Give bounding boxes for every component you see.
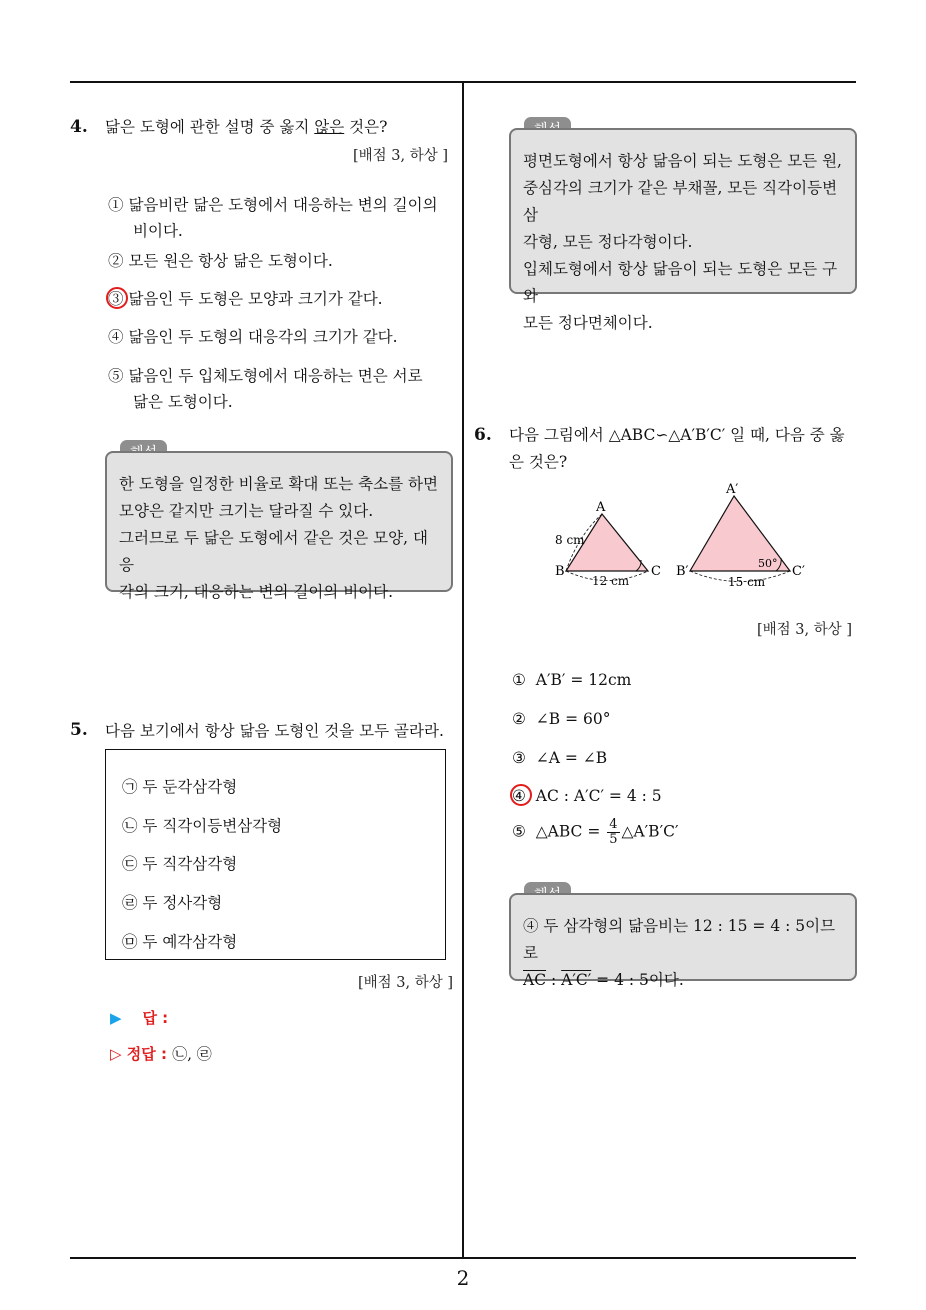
q6-option-1[interactable] — [512, 667, 631, 693]
q5-number: 5. — [70, 720, 88, 740]
q4-option-5-text2: 닮은 도형이다. — [133, 393, 233, 411]
q5-correct-line — [110, 1043, 212, 1064]
q6-option-3-text: ∠A = ∠B — [535, 749, 608, 767]
q6-number: 6. — [474, 425, 492, 445]
q6-solution-box — [509, 893, 857, 989]
t2-side-bc: 15 cm — [728, 575, 766, 589]
q5-bogi-item-2: ㉡ 두 직각이등변삼각형 — [122, 817, 283, 835]
t2-angle-c: 50° — [758, 557, 778, 570]
q6-solution-colon: : — [546, 971, 562, 989]
q5-correct-marker-icon: ▷ — [110, 1045, 122, 1063]
q6-solution-line-1: ④ 두 삼각형의 닮음비는 12 : 15 = 4 : 5이므로 — [523, 917, 836, 962]
q4-text — [105, 114, 387, 141]
q4-option-4-text: 닮음인 두 도형의 대응각의 크기가 같다. — [128, 328, 398, 346]
q6-option-2-marker: ② — [512, 710, 526, 728]
q5-answer-line — [110, 1007, 168, 1028]
t1-side-bc: 12 cm — [592, 574, 630, 588]
q6-option-3[interactable] — [512, 745, 607, 771]
q5-answer-label: 답 : — [142, 1009, 169, 1027]
q4-option-3[interactable] — [108, 286, 383, 312]
q6-meta: [배점 3, 하상 ] — [756, 622, 852, 638]
q6-solution-a-prime-c-prime: A′C′ — [561, 971, 592, 989]
q6-option-5[interactable] — [512, 818, 678, 847]
q4-option-5-text: 닮음인 두 입체도형에서 대응하는 면은 서로 — [128, 367, 423, 385]
q5-solution-line-3: 각형, 모든 정다각형이다. — [523, 233, 693, 251]
q4-text-underlined: 않은 — [314, 118, 345, 136]
q4-option-1-text2: 비이다. — [133, 222, 183, 240]
q6-option-5-fraction — [607, 818, 619, 847]
q5-bogi-item-1: ㉠ 두 둔각삼각형 — [122, 778, 238, 796]
q5-bogi-item-5: ㉤ 두 예각삼각형 — [122, 933, 238, 951]
q4-solution-line-4: 각의 크기, 대응하는 변의 길이의 비이다. — [119, 583, 394, 601]
q6-solution-ratio: = 4 : 5이다. — [591, 971, 684, 989]
t2-label-c: C′ — [792, 564, 805, 579]
q5-text: 다음 보기에서 항상 닮음 도형인 것을 모두 골라라. — [105, 722, 444, 740]
q6-option-4-text: AC : A′C′ = 4 : 5 — [535, 787, 662, 805]
q4-option-4[interactable] — [108, 324, 398, 350]
q6-solution-ac: $\overline{AC}$ — [523, 971, 547, 989]
q6-option-4[interactable] — [512, 783, 662, 809]
q6-option-1-marker: ① — [512, 671, 526, 689]
t2-label-a: A′ — [726, 482, 739, 497]
q4-option-2-marker: ② — [108, 252, 124, 270]
q6-text-line-1: 다음 그림에서 △ABC∽△A′B′C′ 일 때, 다음 중 옳 — [509, 426, 845, 444]
t1-label-a: A — [596, 500, 606, 515]
q4-option-5-marker: ⑤ — [108, 367, 124, 385]
q4-solution-line-1: 한 도형을 일정한 비율로 확대 또는 축소를 하면 — [119, 475, 438, 493]
q4-option-1[interactable] — [108, 192, 438, 218]
q5-solution-line-5: 모든 정다면체이다. — [523, 314, 653, 332]
q5-solution-line-1: 평면도형에서 항상 닮음이 되는 도형은 모든 원, — [523, 152, 842, 170]
q5-solution-box — [509, 128, 857, 332]
q6-triangle-figure — [540, 478, 830, 593]
q4-option-3-marker: ③ — [108, 290, 124, 308]
q5-answer-marker-icon: ▶ — [110, 1009, 122, 1027]
t1-label-c: C — [651, 564, 661, 579]
t1-label-b: B — [555, 564, 565, 579]
q5-correct-label: 정답 : — [126, 1045, 167, 1063]
q6-text-line-2: 은 것은? — [509, 453, 568, 471]
page-number: 2 — [456, 1266, 470, 1290]
q4-text-after: 것은? — [344, 118, 388, 136]
q5-bogi-item-4: ㉣ 두 정사각형 — [122, 894, 223, 912]
q4-solution-box — [105, 451, 453, 601]
q6-option-5-marker: ⑤ — [512, 822, 526, 841]
q4-option-1-marker: ① — [108, 196, 124, 214]
q6-option-2[interactable] — [512, 706, 610, 732]
q6-option-2-text: ∠B = 60° — [535, 710, 611, 728]
q4-option-5[interactable] — [108, 363, 423, 389]
q5-bogi-item-3: ㉢ 두 직각삼각형 — [122, 855, 238, 873]
q5-solution-line-2: 중심각의 크기가 같은 부채꼴, 모든 직각이등변삼 — [523, 179, 838, 224]
q4-option-1-text: 닮음비란 닮은 도형에서 대응하는 변의 길이의 — [128, 196, 438, 214]
q5-meta: [배점 3, 하상 ] — [357, 975, 453, 991]
q6-option-5-frac-num: 4 — [609, 817, 618, 832]
q6-option-3-marker: ③ — [512, 749, 526, 767]
bottom-rule — [70, 1257, 856, 1259]
q6-option-5-text-post: △A′B′C′ — [621, 822, 679, 841]
q4-option-2[interactable] — [108, 248, 333, 274]
q4-meta: [배점 3, 하상 ] — [352, 148, 448, 164]
t2-label-b: B′ — [676, 564, 689, 579]
q4-text-before: 닮은 도형에 관한 설명 중 옳지 — [105, 118, 315, 136]
q6-solution-line-2 — [523, 967, 843, 994]
q6-option-1-text: A′B′ = 12cm — [535, 671, 632, 689]
q5-solution-line-4: 입체도형에서 항상 닮음이 되는 도형은 모든 구와 — [523, 260, 838, 305]
q4-option-4-marker: ④ — [108, 328, 124, 346]
t1-side-ab: 8 cm — [555, 533, 585, 547]
q6-option-5-text-pre: △ABC = — [535, 822, 606, 841]
q4-option-2-text: 모든 원은 항상 닮은 도형이다. — [128, 252, 333, 270]
q5-correct-value: ㉡, ㉣ — [172, 1045, 212, 1063]
q4-number: 4. — [70, 117, 88, 137]
q6-option-5-frac-den: 5 — [609, 832, 618, 847]
column-divider — [462, 82, 464, 1258]
q6-option-4-marker: ④ — [512, 787, 526, 805]
q4-solution-line-2: 모양은 같지만 크기는 달라질 수 있다. — [119, 502, 374, 520]
q5-bogi-box — [105, 749, 446, 960]
q4-solution-line-3: 그러므로 두 닮은 도형에서 같은 것은 모양, 대응 — [119, 529, 428, 574]
q4-option-3-text: 닮음인 두 도형은 모양과 크기가 같다. — [128, 290, 383, 308]
